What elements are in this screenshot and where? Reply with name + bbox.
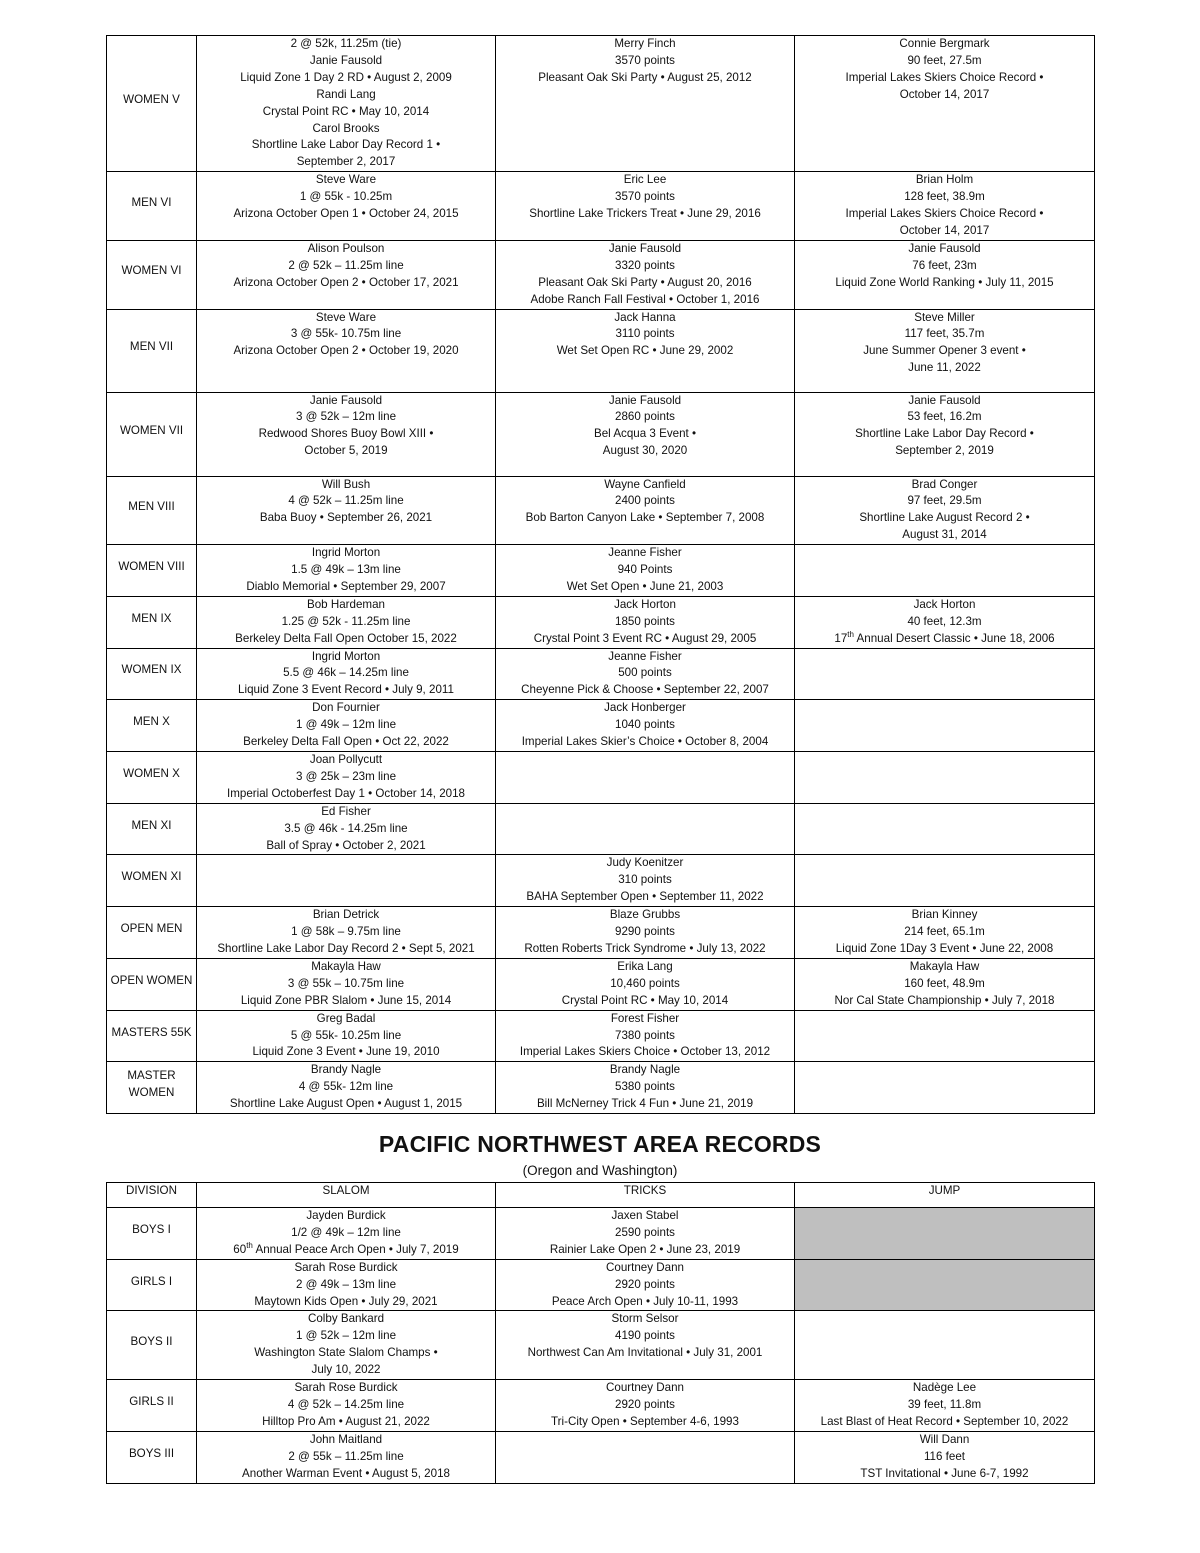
slalom-line: Makayla Haw (311, 959, 381, 973)
record-row (107, 803, 1095, 855)
section-subtitle: (Oregon and Washington) (522, 1163, 678, 1178)
slalom-line: 1 @ 52k – 12m line (295, 1329, 397, 1343)
tricks-line: Imperial Lakes Skier’s Choice • October 8, 2004 (521, 735, 769, 749)
jump-line: Jack Horton (913, 597, 976, 611)
tricks-line: 9290 points (615, 925, 675, 939)
tricks-cell (496, 1208, 795, 1260)
division-cell: MEN X (107, 700, 197, 752)
slalom-line: Redwood Shores Buoy Bowl XIII • (258, 427, 434, 441)
tricks-line: Wet Set Open RC • June 29, 2002 (556, 344, 734, 358)
tricks-header: TRICKS (496, 1183, 795, 1208)
tricks-line: Jeanne Fisher (608, 546, 682, 560)
slalom-line: Ingrid Morton (311, 649, 381, 663)
division-cell: BOYS III (107, 1431, 197, 1483)
tricks-line: August 30, 2020 (602, 444, 688, 458)
slalom-line: Janie Fausold (309, 393, 383, 407)
slalom-cell (197, 1311, 496, 1380)
slalom-line: Imperial Octoberfest Day 1 • October 14, 2018 (227, 786, 465, 800)
jump-line: Brian Holm (915, 173, 974, 187)
slalom-cell (197, 545, 496, 597)
tricks-line: Jack Honberger (604, 701, 686, 715)
tricks-line: Pleasant Oak Ski Party • August 25, 2012 (538, 70, 752, 84)
tricks-line: Northwest Can Am Invitational • July 31, 2001 (527, 1346, 763, 1360)
jump-cell (795, 172, 1095, 241)
tricks-line: Imperial Lakes Skiers Choice • October 13, 2012 (519, 1045, 771, 1059)
tricks-line: Storm Selsor (611, 1312, 679, 1326)
jump-line: 53 feet, 16.2m (907, 410, 982, 424)
division-cell: MASTER WOMEN (107, 1062, 197, 1114)
tricks-line: Courtney Dann (606, 1260, 684, 1274)
slalom-line: 1 @ 58k – 9.75m line (291, 925, 401, 939)
tricks-line: 3110 points (615, 327, 675, 341)
slalom-line: Brian Detrick (312, 908, 380, 922)
tricks-line: Tri-City Open • September 4-6, 1993 (551, 1414, 739, 1428)
slalom-line: Liquid Zone 3 Event • June 19, 2010 (252, 1045, 440, 1059)
division-cell: WOMEN XI (107, 855, 197, 907)
tricks-line: 2860 points (615, 410, 675, 424)
record-row (107, 855, 1095, 907)
tricks-line: Adobe Ranch Fall Festival • October 1, 2016 (530, 292, 760, 306)
jump-line: Will Dann (919, 1432, 970, 1446)
slalom-line: Ed Fisher (321, 804, 371, 818)
jump-line: 97 feet, 29.5m (907, 494, 982, 508)
tricks-line: Janie Fausold (608, 393, 682, 407)
slalom-line: 3 @ 55k- 10.75m line (290, 327, 402, 341)
tricks-cell (496, 752, 795, 804)
jump-cell (795, 596, 1095, 648)
tricks-cell (496, 1010, 795, 1062)
pacific-northwest-records-body (107, 1208, 1095, 1484)
slalom-line: Arizona October Open 2 • October 19, 2020 (233, 344, 459, 358)
tricks-line: 7380 points (615, 1028, 675, 1042)
tricks-cell (496, 700, 795, 752)
tricks-line: Rainier Lake Open 2 • June 23, 2019 (549, 1242, 741, 1256)
tricks-line: Jack Hanna (614, 310, 676, 324)
record-row (107, 1208, 1095, 1260)
jump-line: Shortline Lake Labor Day Record • (855, 427, 1034, 441)
record-row (107, 1380, 1095, 1432)
division-cell: MEN IX (107, 596, 197, 648)
tricks-line: Eric Lee (623, 173, 667, 187)
slalom-line: Shortline Lake Labor Day Record 1 • (251, 138, 441, 152)
jump-line: TST Invitational • June 6-7, 1992 (860, 1466, 1029, 1480)
record-row (107, 1311, 1095, 1380)
jump-line: Janie Fausold (908, 241, 981, 255)
slalom-line: 2 @ 52k, 11.25m (tie) (290, 37, 402, 50)
jump-cell (795, 803, 1095, 855)
slalom-line: Shortline Lake Labor Day Record 2 • Sept 5, 2021 (217, 941, 475, 955)
jump-line: October 14, 2017 (899, 223, 990, 237)
slalom-line: Arizona October Open 1 • October 24, 2015 (233, 207, 459, 221)
tricks-line: 1040 points (615, 718, 675, 732)
slalom-line: 2 @ 49k – 13m line (295, 1277, 397, 1291)
slalom-line: Will Bush (321, 477, 371, 491)
division-cell: OPEN MEN (107, 907, 197, 959)
jump-line: Makayla Haw (909, 959, 980, 973)
slalom-line: Sarah Rose Burdick (294, 1381, 398, 1395)
slalom-line: Jayden Burdick (306, 1209, 386, 1222)
record-row (107, 545, 1095, 597)
division-cell: WOMEN X (107, 752, 197, 804)
slalom-line: Steve Ware (315, 173, 377, 187)
slalom-line: Carol Brooks (312, 121, 380, 135)
tricks-line: Bel Acqua 3 Event • (593, 427, 697, 441)
tricks-cell (496, 36, 795, 172)
jump-line: Nadège Lee (912, 1381, 977, 1395)
tricks-line: Blaze Grubbs (609, 908, 681, 922)
tricks-line: 5380 points (615, 1080, 675, 1094)
jump-line: Liquid Zone 1Day 3 Event • June 22, 2008 (835, 941, 1054, 955)
tricks-cell (496, 596, 795, 648)
tricks-line: 3570 points (615, 190, 675, 204)
division-cell: WOMEN VIII (107, 545, 197, 597)
division-cell: MEN XI (107, 803, 197, 855)
jump-cell (795, 1208, 1095, 1260)
jump-line: June 11, 2022 (908, 361, 981, 375)
slalom-line: Berkeley Delta Fall Open • Oct 22, 2022 (243, 735, 449, 749)
tricks-line: Judy Koenitzer (606, 856, 684, 870)
division-cell: MASTERS 55K (107, 1010, 197, 1062)
jump-cell (795, 752, 1095, 804)
slalom-line: Another Warman Event • August 5, 2018 (242, 1466, 450, 1480)
slalom-line: Liquid Zone PBR Slalom • June 15, 2014 (240, 993, 452, 1007)
tricks-cell (496, 1259, 795, 1311)
slalom-line: Maytown Kids Open • July 29, 2021 (254, 1294, 438, 1308)
jump-line: Shortline Lake August Record 2 • (859, 511, 1030, 525)
tricks-line: Crystal Point 3 Event RC • August 29, 2005 (533, 631, 757, 645)
slalom-line: Baba Buoy • September 26, 2021 (259, 511, 433, 525)
slalom-line: Hilltop Pro Am • August 21, 2022 (262, 1414, 430, 1428)
record-row (107, 907, 1095, 959)
jump-cell (795, 648, 1095, 700)
section-title: PACIFIC NORTHWEST AREA RECORDS (378, 1131, 822, 1157)
jump-line: Janie Fausold (908, 393, 981, 407)
slalom-line: September 2, 2017 (296, 155, 396, 169)
slalom-line: 1.25 @ 52k - 11.25m line (281, 614, 411, 628)
tricks-cell (496, 855, 795, 907)
jump-cell (795, 1010, 1095, 1062)
jump-cell (795, 36, 1095, 172)
record-row (107, 36, 1095, 172)
division-cell: GIRLS I (107, 1259, 197, 1311)
tricks-line: Crystal Point RC • May 10, 2014 (561, 993, 729, 1007)
tricks-line: Jeanne Fisher (608, 649, 682, 663)
division-cell: MEN VI (107, 172, 197, 241)
slalom-cell (197, 1380, 496, 1432)
division-cell: WOMEN V (107, 36, 197, 172)
slalom-line: 3.5 @ 46k - 14.25m line (284, 821, 408, 835)
tricks-cell (496, 1431, 795, 1483)
slalom-line: 1 @ 49k – 12m line (295, 718, 397, 732)
tricks-cell (496, 392, 795, 476)
slalom-line: Alison Poulson (307, 241, 385, 255)
record-row (107, 1062, 1095, 1114)
tricks-line: Bill McNerney Trick 4 Fun • June 21, 2019 (536, 1097, 754, 1111)
jump-line: 39 feet, 11.8m (907, 1397, 982, 1411)
slalom-line: 5.5 @ 46k – 14.25m line (283, 666, 409, 680)
jump-cell (795, 907, 1095, 959)
jump-line: Brian Kinney (911, 908, 978, 922)
area-records-table (106, 35, 1095, 1114)
tricks-line: Courtney Dann (606, 1381, 684, 1395)
slalom-cell (197, 1062, 496, 1114)
slalom-cell (197, 1208, 496, 1260)
jump-cell (795, 1431, 1095, 1483)
slalom-line: 5 @ 55k- 10.25m line (290, 1028, 402, 1042)
record-row (107, 958, 1095, 1010)
tricks-line: 4190 points (615, 1329, 675, 1343)
jump-cell (795, 1062, 1095, 1114)
slalom-line: Crystal Point RC • May 10, 2014 (262, 104, 430, 118)
tricks-cell (496, 240, 795, 309)
division-cell: MEN VII (107, 309, 197, 392)
area-records-body (107, 36, 1095, 1114)
tricks-cell (496, 958, 795, 1010)
slalom-cell (197, 1010, 496, 1062)
jump-line: 128 feet, 38.9m (904, 190, 985, 204)
tricks-line: Jaxen Stabel (611, 1209, 679, 1222)
tricks-line: Bob Barton Canyon Lake • September 7, 2008 (525, 511, 765, 525)
tricks-line: 940 Points (617, 563, 673, 577)
tricks-line: BAHA September Open • September 11, 2022 (526, 890, 764, 904)
jump-line: Brad Conger (911, 477, 978, 491)
jump-line: 40 feet, 12.3m (907, 614, 982, 628)
slalom-line: 4 @ 52k – 11.25m line (288, 494, 404, 508)
tricks-line: Rotten Roberts Trick Syndrome • July 13, 2022 (524, 941, 766, 955)
tricks-line: Shortline Lake Trickers Treat • June 29, 2016 (529, 207, 761, 221)
jump-cell (795, 1259, 1095, 1311)
jump-cell (795, 476, 1095, 545)
jump-line: Steve Miller (914, 310, 975, 324)
tricks-cell (496, 1380, 795, 1432)
slalom-cell (197, 1259, 496, 1311)
slalom-line: Steve Ware (315, 310, 377, 324)
jump-cell (795, 1311, 1095, 1380)
jump-cell (795, 1380, 1095, 1432)
jump-line: 214 feet, 65.1m (904, 925, 985, 939)
tricks-line: 500 points (618, 666, 672, 680)
slalom-line: 2 @ 52k – 11.25m line (288, 258, 404, 272)
record-row (107, 240, 1095, 309)
slalom-cell (197, 392, 496, 476)
slalom-cell (197, 1431, 496, 1483)
slalom-line: 2 @ 55k – 11.25m line (288, 1449, 404, 1463)
slalom-cell (197, 240, 496, 309)
header-row (107, 1183, 1095, 1208)
slalom-line: Don Fournier (312, 701, 380, 715)
tricks-line: Brandy Nagle (609, 1063, 681, 1077)
tricks-line: 2400 points (615, 494, 675, 508)
slalom-line: John Maitland (309, 1432, 383, 1446)
tricks-line: Forest Fisher (610, 1011, 680, 1025)
jump-line: 17th Annual Desert Classic • June 18, 2006 (834, 629, 1055, 645)
tricks-line: Peace Arch Open • July 10-11, 1993 (551, 1294, 739, 1308)
jump-cell (795, 240, 1095, 309)
slalom-line: Ingrid Morton (311, 546, 381, 560)
tricks-line: Jack Horton (614, 597, 676, 611)
slalom-cell (197, 36, 496, 172)
record-row (107, 476, 1095, 545)
slalom-line: Ball of Spray • October 2, 2021 (266, 838, 426, 852)
record-row (107, 752, 1095, 804)
slalom-line: 3 @ 52k – 12m line (295, 410, 397, 424)
jump-line: Imperial Lakes Skiers Choice Record • (845, 70, 1044, 84)
slalom-line: 4 @ 55k- 12m line (298, 1080, 394, 1094)
tricks-cell (496, 1062, 795, 1114)
jump-line: October 14, 2017 (899, 87, 990, 101)
tricks-line: 310 points (618, 873, 672, 887)
slalom-line: October 5, 2019 (304, 444, 388, 458)
slalom-line: Joan Pollycutt (309, 753, 383, 766)
tricks-cell (496, 309, 795, 392)
tricks-line: 3570 points (615, 53, 675, 67)
slalom-line: July 10, 2022 (311, 1363, 381, 1377)
tricks-cell (496, 172, 795, 241)
tricks-cell (496, 803, 795, 855)
slalom-cell (197, 476, 496, 545)
slalom-line: Colby Bankard (307, 1312, 385, 1326)
slalom-line: 60th Annual Peace Arch Open • July 7, 2019 (233, 1240, 459, 1256)
jump-cell (795, 545, 1095, 597)
slalom-cell (197, 907, 496, 959)
jump-line: Connie Bergmark (899, 37, 990, 50)
jump-cell (795, 855, 1095, 907)
jump-line: Liquid Zone World Ranking • July 11, 2015 (835, 275, 1054, 289)
jump-line: 117 feet, 35.7m (904, 327, 985, 341)
tricks-line: Pleasant Oak Ski Party • August 20, 2016 (538, 275, 752, 289)
jump-line: 160 feet, 48.9m (904, 976, 985, 990)
jump-cell (795, 700, 1095, 752)
division-cell: BOYS I (107, 1208, 197, 1260)
slalom-line: 1/2 @ 49k – 12m line (291, 1225, 401, 1239)
slalom-cell (197, 309, 496, 392)
tricks-cell (496, 1311, 795, 1380)
jump-cell (795, 392, 1095, 476)
slalom-header: SLALOM (197, 1183, 496, 1208)
slalom-line: 3 @ 55k – 10.75m line (287, 976, 405, 990)
tricks-line: 2920 points (615, 1397, 675, 1411)
division-cell: WOMEN VII (107, 392, 197, 476)
tricks-cell (496, 648, 795, 700)
jump-line: June Summer Opener 3 event • (863, 344, 1026, 358)
tricks-line: Wayne Canfield (604, 477, 686, 491)
jump-line: August 31, 2014 (902, 528, 987, 542)
jump-cell (795, 309, 1095, 392)
record-row (107, 1010, 1095, 1062)
slalom-line: 3 @ 25k – 23m line (295, 769, 397, 783)
tricks-line: 2590 points (615, 1225, 675, 1239)
tricks-line: 1850 points (615, 614, 675, 628)
slalom-line: 1 @ 55k - 10.25m (299, 190, 393, 204)
record-row (107, 648, 1095, 700)
slalom-line: 1.5 @ 49k – 13m line (291, 563, 401, 577)
division-cell: MEN VIII (107, 476, 197, 545)
record-row (107, 1431, 1095, 1483)
record-row (107, 309, 1095, 392)
division-header: DIVISION (107, 1183, 197, 1208)
slalom-line: Berkeley Delta Fall Open October 15, 2022 (235, 631, 457, 645)
slalom-line: Shortline Lake August Open • August 1, 2015 (229, 1097, 463, 1111)
slalom-line: Greg Badal (316, 1011, 376, 1025)
slalom-line: Washington State Slalom Champs • (254, 1346, 438, 1360)
jump-line: 90 feet, 27.5m (907, 53, 982, 67)
tricks-cell (496, 476, 795, 545)
slalom-cell (197, 803, 496, 855)
division-cell: OPEN WOMEN (107, 958, 197, 1010)
jump-line: 116 feet (923, 1449, 966, 1463)
slalom-line: Liquid Zone 1 Day 2 RD • August 2, 2009 (240, 70, 452, 84)
record-row (107, 596, 1095, 648)
tricks-line: 10,460 points (610, 976, 680, 990)
jump-line: Last Blast of Heat Record • September 10, 2022 (820, 1414, 1069, 1428)
pacific-northwest-records-table (106, 1182, 1095, 1484)
jump-line: Imperial Lakes Skiers Choice Record • (845, 207, 1044, 221)
slalom-cell (197, 700, 496, 752)
tricks-cell (496, 545, 795, 597)
tricks-line: Wet Set Open • June 21, 2003 (566, 579, 724, 593)
tricks-line: 3320 points (615, 258, 675, 272)
jump-line: September 2, 2019 (895, 444, 994, 458)
record-row (107, 1259, 1095, 1311)
slalom-line: 4 @ 52k – 14.25m line (287, 1397, 405, 1411)
tricks-line: Merry Finch (614, 37, 676, 50)
slalom-line: Liquid Zone 3 Event Record • July 9, 2011 (238, 683, 454, 697)
division-cell: GIRLS II (107, 1380, 197, 1432)
jump-cell (795, 958, 1095, 1010)
tricks-line: Erika Lang (617, 959, 673, 973)
tricks-line: Cheyenne Pick & Choose • September 22, 2007 (521, 683, 769, 697)
division-cell: BOYS II (107, 1311, 197, 1380)
tricks-line: Janie Fausold (608, 241, 682, 255)
division-cell: WOMEN IX (107, 648, 197, 700)
slalom-line: Sarah Rose Burdick (294, 1260, 398, 1274)
slalom-line: Bob Hardeman (307, 597, 385, 611)
tricks-cell (496, 907, 795, 959)
jump-header: JUMP (795, 1183, 1095, 1208)
jump-line: 76 feet, 23m (912, 258, 977, 272)
slalom-line: Diablo Memorial • September 29, 2007 (246, 579, 446, 593)
slalom-cell (197, 958, 496, 1010)
slalom-cell (197, 172, 496, 241)
jump-line: Nor Cal State Championship • July 7, 2018 (834, 993, 1055, 1007)
slalom-cell (197, 648, 496, 700)
tricks-line: 2920 points (615, 1277, 675, 1291)
slalom-cell (197, 596, 496, 648)
record-row (107, 172, 1095, 241)
slalom-cell (197, 855, 496, 907)
slalom-cell (197, 752, 496, 804)
slalom-line: Randi Lang (316, 87, 376, 101)
record-row (107, 700, 1095, 752)
division-cell: WOMEN VI (107, 240, 197, 309)
slalom-line: Janie Fausold (309, 53, 383, 67)
slalom-line: Brandy Nagle (310, 1063, 382, 1077)
record-row (107, 392, 1095, 476)
slalom-line: Arizona October Open 2 • October 17, 2021 (233, 275, 459, 289)
